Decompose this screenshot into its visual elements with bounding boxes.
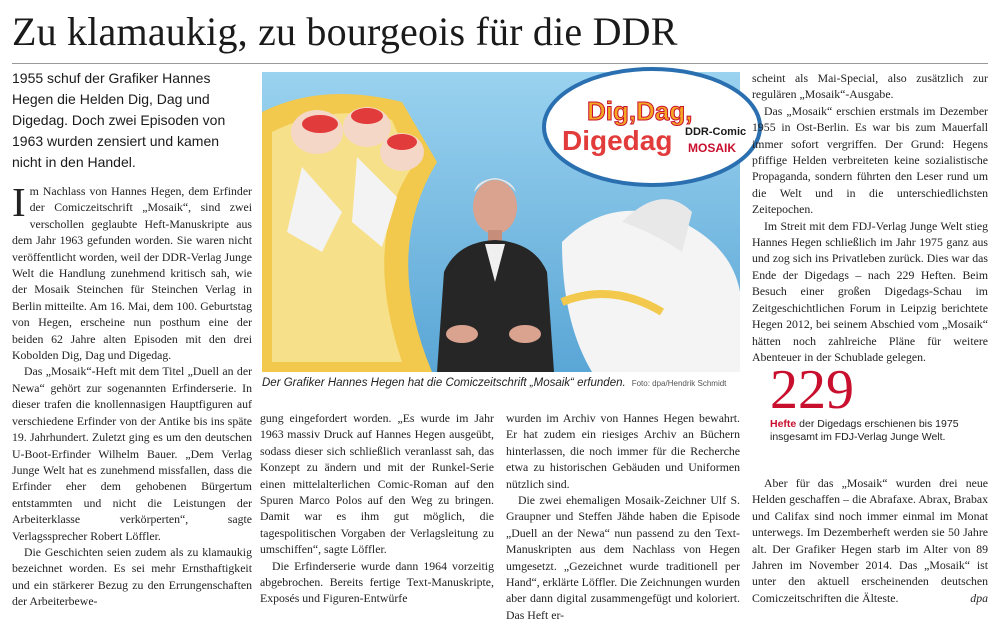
- sign-title-line1: Dig,Dag,: [587, 96, 693, 126]
- article-paragraph: Die Erfinderserie wurde dann 1964 vorzeitig abgebrochen. Bereits fertige Text-Manuskripte, Exposés und Figuren-Entwürfe: [260, 558, 494, 606]
- article-column-4: [752, 70, 988, 365]
- article-paragraph: Aber für das „Mosaik“ wurden drei neue Helden geschaffen – die Abrafaxe. Abrax, Brabax und Califax sind noch immer einmal im Monat unterwegs. Im Dezemberheft werden sie 50 Jahre alt. Der Grafiker Hegen starb im Alter von 89 Jahren im November 2014. Das „Mosaik“ ist unter den aktuell erscheinenden deutschen Comiczeitschriften die Älteste. dpa: [752, 476, 988, 605]
- sign-brand: MOSAIK: [688, 141, 736, 155]
- author-signoff: dpa: [970, 590, 988, 605]
- sign-title-line2: Digedag: [562, 125, 673, 156]
- photo-credit: Foto: dpa/Hendrik Schmidt: [631, 379, 727, 388]
- article-column-2: [260, 410, 494, 607]
- article-paragraph: Im Streit mit dem FDJ-Verlag Junge Welt stieg Hannes Hegen schließlich im Jahr 1975 ganz aus und zog sich ins Privatleben zurück. Dies war das Ende der Digedags – nach 229 Heften. Beim Besuch einer großen Digedags-Schau im Zeitgeschichtlichen Forum in Leipzig berichtete Hegen 2012, bei seinem Abschied vom „Mosaik“ hätten noch zahlreiche Pläne für weitere Abenteuer in der Schublade gelegen.: [752, 218, 988, 364]
- article-paragraph: Das „Mosaik“-Heft mit dem Titel „Duell an der Newa“ gehört zur sogenannten Erfinderserie. In dieser trafen die knollennasigen Hauptfiguren auf verschiedene Erfinder von der Antike bis ins späte 19. Jahrhundert. Zuletzt ging es um den deutschen U-Boot-Erfinder Wilhelm Bauer. „Dem Verlag Junge Welt hat es zunehmend missfallen, dass die Erfinder eher dem gehobenen Bürgertum entstammten und nicht die Leistungen der Arbeiterklasse verkörperten“, sagte Verlagssprecher Robert Löffler.: [12, 364, 252, 543]
- article-paragraph: Die zwei ehemaligen Mosaik-Zeichner Ulf S. Graupner und Steffen Jähde haben die Episode „Duell an der Newa“ nun passend zu den Text-Manuskripten aus dem Nachlass von Hegen umgesetzt. „Gezeichnet wurde traditionell per Hand“, erklärte Löffler. Die Zeichnungen wurden aber dann digital zusammengefügt und koloriert. Das Heft er-: [506, 493, 740, 622]
- article-paragraph: Die Geschichten seien zudem als zu klamaukig bezeichnet worden. Es sei mehr Ernsthaftigkeit und ein stärkerer Bezug zu den Errungenschaften der Arbeiterbewe-: [12, 544, 252, 609]
- caption-text: Der Grafiker Hannes Hegen hat die Comiczeitschrift „Mosaik“ erfunden.: [262, 377, 626, 389]
- factbox-description: der Digedags erschienen bis 1975 insgesamt im FDJ-Verlag Junge Welt.: [770, 418, 959, 443]
- article-photo: [262, 72, 747, 372]
- article-paragraph: wurden im Archiv von Hannes Hegen bewahrt. Er hat zudem ein riesiges Archiv an Büchern hinterlassen, die noch immer für die Recherche etwa zu historischen Gebäuden und Uniformen nützlich sind.: [506, 411, 740, 491]
- sign-subtitle: DDR-Comic: [685, 126, 747, 138]
- article-paragraph: gung eingefordert worden. „Es wurde im Jahr 1963 massiv Druck auf Hannes Hegen ausgeübt, sodass dieser sich schließlich veranlasst sah, das Konzept zu ändern und mit der Runkel-Serie einen mittelalterlichen Comic-Roman auf den Spuren Marco Polos auf den Weg zu bringen. Damit war es ihm gut möglich, die tagespolitischen Vorgaben der Verlagsleitung zu umschiffen“, sagte Löffler.: [260, 411, 494, 557]
- headline: Zu klamaukig, zu bourgeois für die DDR: [12, 9, 678, 54]
- drop-cap: I: [12, 179, 26, 225]
- article-paragraph: Das „Mosaik“ erschien erstmals im Dezember 1955 in Ost-Berlin. Es war bis zum Mauerfall immer sofort vergriffen. Der Grund: Hegens pfiffige Helden verbreiteten keine sozialistische Propaganda, sondern führten den Leser rund um die Welt und in die unterschiedlichsten Zeitepochen.: [752, 103, 988, 217]
- article-paragraph: scheint als Mai-Special, also zusätzlich zur regulären „Mosaik“-Ausgabe.: [752, 71, 988, 102]
- lead-paragraph: 1955 schuf der Grafiker Hannes Hegen die Helden Dig, Dag und Digedag. Doch zwei Episoden von 1963 wurden zensiert und kamen nicht in den Handel.: [12, 70, 226, 170]
- article-column-1: [12, 179, 252, 610]
- headline-rule: [12, 63, 988, 64]
- photo-illustration: [262, 72, 747, 372]
- factbox-number: 229: [770, 359, 854, 421]
- factbox-text: [770, 418, 990, 444]
- article-paragraph: Im Nachlass von Hannes Hegen, dem Erfinder der Comiczeitschrift „Mosaik“, sind zwei verschollen geglaubte Heft-Manuskripte aus dem Jahr 1963 gefunden worden. Sie waren nicht veröffentlicht worden, weil der DDR-Verlag Junge Welt die Handlung zunehmend kritisch sah, wie der Mosaik Steinchen für Steinchen Verlag in Berlin mitteilte. Am 16. Mai, dem 100. Geburtstag von Hegen, erscheine nun posthum eine der beiden 62 Jahre alten Episoden mit den drei Kobolden Dig, Dag und Digedag.: [12, 179, 252, 363]
- photo-caption: [262, 377, 740, 395]
- article-column-4-end: [752, 475, 988, 606]
- factbox-highlight: Hefte: [770, 418, 797, 430]
- article-column-3: [506, 410, 740, 623]
